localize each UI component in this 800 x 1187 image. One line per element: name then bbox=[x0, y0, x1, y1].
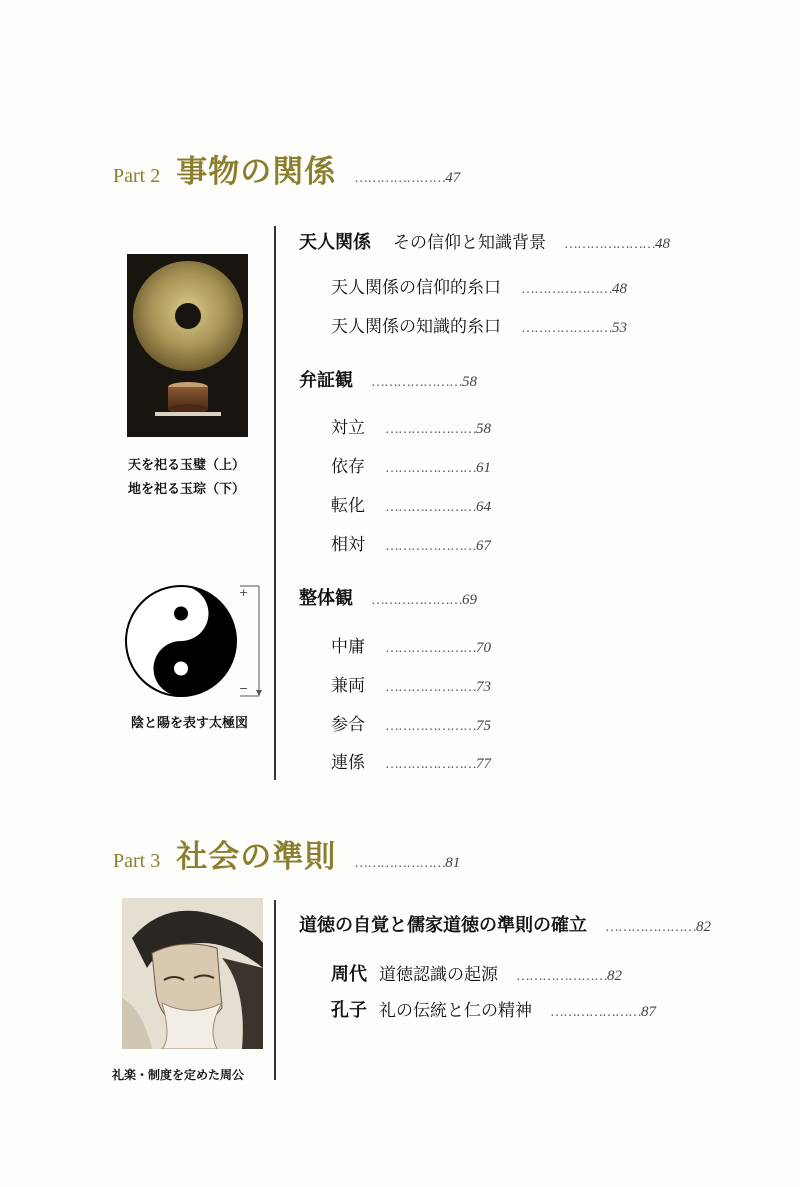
entry-page: 82 bbox=[696, 919, 711, 935]
entry-title: 兼両 bbox=[331, 676, 365, 696]
entry-dots: ………………… bbox=[385, 719, 476, 734]
zhougong-portrait bbox=[122, 898, 263, 1049]
entry-dots: ………………… bbox=[521, 282, 612, 297]
entry-page: 58 bbox=[476, 421, 491, 437]
toc-entry[interactable] bbox=[331, 312, 627, 337]
entry-dots: ………………… bbox=[564, 237, 655, 252]
entry-subtitle: その信仰と知識背景 bbox=[393, 233, 546, 253]
entry-page: 48 bbox=[612, 281, 627, 297]
taiji-diagram bbox=[125, 582, 273, 702]
taiji-plus: + bbox=[239, 586, 249, 599]
toc-entry[interactable] bbox=[331, 671, 491, 696]
entry-dots: ………………… bbox=[605, 920, 696, 935]
entry-dots: ………………… bbox=[550, 1005, 641, 1020]
entry-dots: ………………… bbox=[385, 539, 476, 554]
yin-yang-icon bbox=[125, 582, 273, 702]
entry-page: 70 bbox=[476, 640, 491, 656]
toc-entry[interactable] bbox=[331, 452, 491, 477]
entry-title: 弁証観 bbox=[299, 370, 353, 391]
entry-title: 依存 bbox=[331, 457, 365, 477]
entry-title: 天人関係の知識的糸口 bbox=[331, 317, 501, 337]
entry-title: 対立 bbox=[331, 418, 365, 438]
toc-entry[interactable] bbox=[331, 710, 491, 735]
entry-title: 天人関係の信仰的糸口 bbox=[331, 278, 501, 298]
part2-heading bbox=[113, 146, 460, 191]
toc-entry[interactable] bbox=[331, 632, 491, 657]
entry-page: 48 bbox=[655, 236, 670, 252]
toc-entry[interactable] bbox=[299, 584, 477, 610]
entry-title: 中庸 bbox=[331, 637, 365, 657]
entry-page: 64 bbox=[476, 499, 491, 515]
entry-dots: ………………… bbox=[385, 757, 476, 772]
entry-page: 75 bbox=[476, 718, 491, 734]
part3-divider bbox=[274, 900, 276, 1080]
entry-page: 61 bbox=[476, 460, 491, 476]
entry-title: 天人関係 bbox=[299, 232, 371, 253]
toc-entry[interactable] bbox=[331, 530, 491, 555]
entry-dots: ………………… bbox=[521, 321, 612, 336]
entry-subtitle: 礼の伝統と仁の精神 bbox=[379, 1001, 532, 1021]
entry-page: 87 bbox=[641, 1004, 656, 1020]
entry-dots: ………………… bbox=[385, 500, 476, 515]
entry-page: 73 bbox=[476, 679, 491, 695]
toc-entry[interactable] bbox=[299, 911, 711, 937]
part3-heading bbox=[113, 831, 460, 876]
part2-dots: ………………… bbox=[354, 171, 446, 186]
entry-title: 連係 bbox=[331, 753, 365, 773]
toc-entry[interactable] bbox=[331, 273, 627, 298]
entry-title: 相対 bbox=[331, 535, 365, 555]
entry-dots: ………………… bbox=[385, 461, 476, 476]
jade-bi-cong-image bbox=[127, 254, 248, 437]
part3-dots: ………………… bbox=[354, 856, 446, 871]
entry-title: 周代 bbox=[331, 964, 367, 985]
entry-dots: ………………… bbox=[385, 422, 476, 437]
entry-dots: ………………… bbox=[371, 375, 462, 390]
toc-entry[interactable] bbox=[331, 413, 491, 438]
part2-divider bbox=[274, 226, 276, 780]
entry-title: 参合 bbox=[331, 715, 365, 735]
toc-entry[interactable] bbox=[331, 996, 656, 1022]
portrait-image bbox=[122, 898, 263, 1049]
entry-page: 69 bbox=[462, 592, 477, 608]
entry-dots: ………………… bbox=[516, 969, 607, 984]
entry-subtitle: 道徳認識の起源 bbox=[379, 965, 498, 985]
jade-photo bbox=[127, 254, 248, 437]
part2-label: Part 2 bbox=[113, 165, 161, 187]
part2-title: 事物の関係 bbox=[176, 154, 337, 190]
entry-title: 転化 bbox=[331, 496, 365, 516]
entry-dots: ………………… bbox=[385, 641, 476, 656]
part3-label: Part 3 bbox=[113, 850, 161, 872]
toc-entry[interactable] bbox=[331, 960, 622, 986]
toc-entry[interactable] bbox=[331, 748, 491, 773]
entry-title: 孔子 bbox=[331, 1000, 367, 1021]
entry-title: 道徳の自覚と儒家道徳の準則の確立 bbox=[299, 915, 587, 936]
part3-page: 81 bbox=[445, 855, 461, 871]
jade-caption-2: 地を祀る玉琮（下） bbox=[128, 482, 246, 497]
entry-page: 67 bbox=[476, 538, 491, 554]
toc-entry[interactable] bbox=[331, 491, 491, 516]
part2-page: 47 bbox=[445, 170, 461, 186]
entry-dots: ………………… bbox=[371, 593, 462, 608]
entry-page: 58 bbox=[462, 374, 477, 390]
zhougong-caption: 礼楽・制度を定めた周公 bbox=[112, 1068, 245, 1082]
entry-page: 77 bbox=[476, 756, 491, 772]
toc-entry[interactable] bbox=[299, 366, 477, 392]
entry-page: 53 bbox=[612, 320, 627, 336]
entry-dots: ………………… bbox=[385, 680, 476, 695]
toc-entry[interactable] bbox=[299, 228, 670, 254]
entry-title: 整体観 bbox=[299, 588, 353, 609]
part3-title: 社会の準則 bbox=[176, 839, 337, 875]
taiji-minus: − bbox=[239, 682, 249, 695]
jade-caption-1: 天を祀る玉璧（上） bbox=[128, 458, 246, 473]
entry-page: 82 bbox=[607, 968, 622, 984]
taiji-caption: 陰と陽を表す太極図 bbox=[131, 716, 249, 731]
